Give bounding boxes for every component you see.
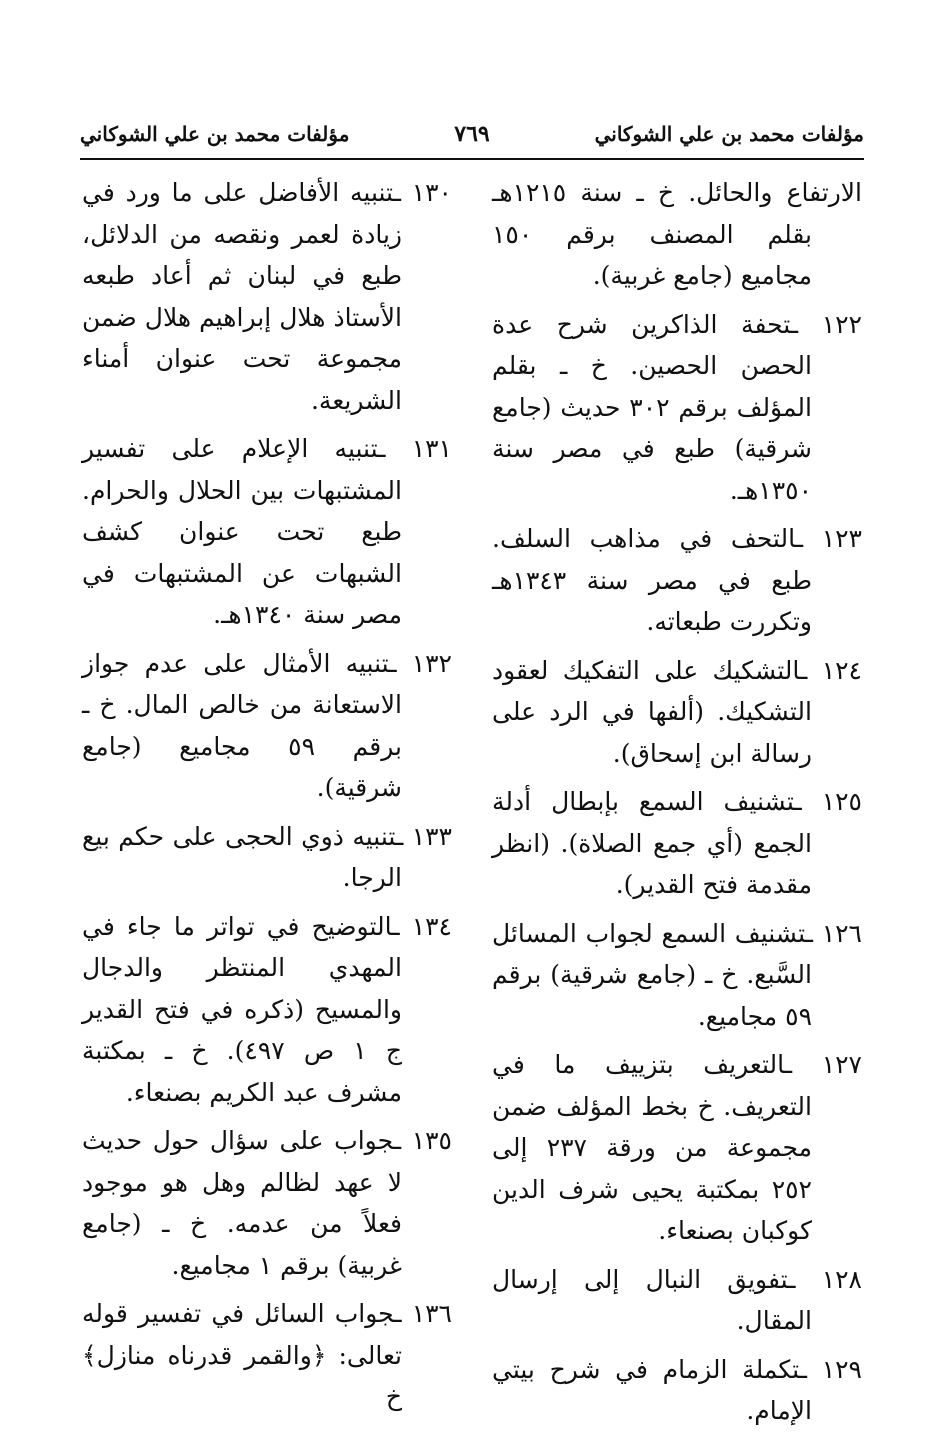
entry-135: ١٣٥ ـجواب على سؤال حول حديث لا عهد لظالم وهل هو موجود فعلاً من عدمه. خ ـ (جامع غربية) برقم ١ مجاميع. bbox=[82, 1126, 452, 1280]
header-title-left: مؤلفات محمد بن علي الشوكاني bbox=[80, 122, 350, 146]
entry-continued: الارتفاع والحائل. خ ـ سنة ١٢١٥هـ بقلم المصنف برقم ١٥٠ مجاميع (جامع غربية). bbox=[492, 178, 862, 290]
header-rule bbox=[80, 158, 864, 160]
entry-134: ١٣٤ ـالتوضيح في تواتر ما جاء في المهدي المنتظر والدجال والمسيح (ذكره في فتح القدير ج ١ ص ٤٩٧). خ ـ بمكتبة مشرف عبد الكريم بصنعاء. bbox=[82, 911, 452, 1107]
entry-127: ١٢٧ ـالتعريف بتزييف ما في التعريف. خ بخط المؤلف ضمن مجموعة من ورقة ٢٣٧ إلى ٢٥٢ بمكتبة يحيى شرف الدين كوكبان بصنعاء. bbox=[492, 1050, 862, 1245]
entry-126: ١٢٦ ـتشنيف السمع لجواب المسائل السَّبع. خ ـ (جامع شرقية) برقم ٥٩ مجاميع. bbox=[492, 918, 862, 1031]
page-number: ٧٦٩ bbox=[454, 121, 490, 147]
entry-124: ١٢٤ ـالتشكيك على التفكيك لعقود التشكيك. (ألفها في الرد على رسالة ابن إسحاق). bbox=[492, 655, 862, 768]
running-header bbox=[80, 112, 864, 156]
left-column bbox=[82, 172, 452, 1425]
right-column bbox=[492, 172, 862, 1439]
entry-130: ١٣٠ ـتنبيه الأفاضل على ما ورد في زيادة لعمر ونقصه من الدلائل، طبع في لبنان ثم أعاد طبعه الأستاذ هلال إبراهيم هلال ضمن مجموعة تحت عنوان أمناء الشريعة. bbox=[82, 178, 452, 415]
entry-125: ١٢٥ ـتشنيف السمع بإبطال أدلة الجمع (أي جمع الصلاة). (انظر مقدمة فتح القدير). bbox=[492, 787, 862, 899]
entry-136: ١٣٦ ـجواب السائل في تفسير قوله تعالى: ﴿والقمر قدرناه منازل﴾ خ bbox=[82, 1299, 452, 1411]
entry-123: ١٢٣ ـالتحف في مذاهب السلف. طبع في مصر سنة ١٣٤٣هـ وتكررت طبعاته. bbox=[492, 524, 862, 636]
entry-133: ١٣٣ ـتنبيه ذوي الحجى على حكم بيع الرجا. bbox=[82, 821, 452, 892]
entry-132: ١٣٢ ـتنبيه الأمثال على عدم جواز الاستعانة من خالص المال. خ ـ برقم ٥٩ مجاميع (جامع شرقية). bbox=[82, 648, 452, 802]
entry-122: ١٢٢ ـتحفة الذاكرين شرح عدة الحصن الحصين. خ ـ بقلم المؤلف برقم ٣٠٢ حديث (جامع شرقية) طبع في مصر سنة ١٣٥٠هـ. bbox=[492, 309, 862, 505]
header-title-right: مؤلفات محمد بن علي الشوكاني bbox=[594, 122, 864, 146]
entry-129: ١٢٩ ـتكملة الزمام في شرح بيتي الإمام. bbox=[492, 1354, 862, 1425]
entry-128: ١٢٨ ـتفويق النبال إلى إرسال المقال. bbox=[492, 1264, 862, 1335]
entry-131: ١٣١ ـتنبيه الإعلام على تفسير المشتبهات بين الحلال والحرام. طبع تحت عنوان كشف الشبهات عن المشتبهات في مصر سنة ١٣٤٠هـ. bbox=[82, 434, 452, 629]
